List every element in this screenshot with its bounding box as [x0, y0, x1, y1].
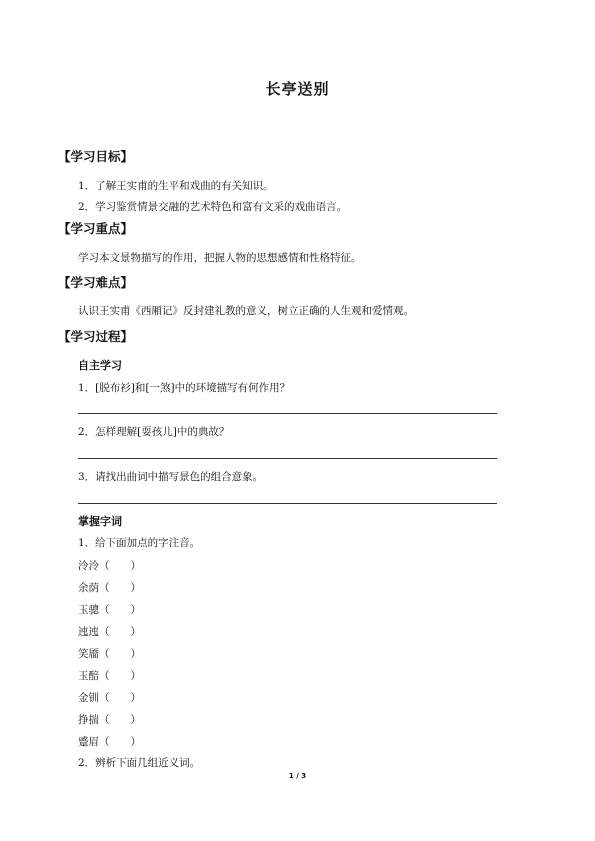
vocab-item: 蹙眉（ ）	[78, 736, 141, 748]
vocab-item: 迍迍（ ）	[78, 626, 141, 638]
section-heading-goals: 【学习目标】	[58, 149, 134, 164]
self-study-question-1: 1．[脱布衫]和[一煞]中的环境描写有何作用？	[78, 382, 291, 394]
key-point-text: 学习本文景物描写的作用，把握人物的思想感情和性格特征。	[78, 252, 362, 264]
section-heading-process: 【学习过程】	[58, 329, 134, 344]
vocab-next-instruction: 2．辨析下面几组近义词。	[78, 757, 201, 769]
vocab-item: 挣揣（ ）	[78, 714, 141, 726]
answer-line-2	[78, 458, 497, 459]
vocab-item: 金钏（ ）	[78, 692, 141, 704]
answer-line-3	[78, 503, 497, 504]
self-study-question-3: 3．请找出曲词中描写景色的组合意象。	[78, 471, 264, 483]
self-study-question-2: 2．怎样理解[耍孩儿]中的典故？	[78, 426, 230, 438]
vocab-item: 玉骢（ ）	[78, 604, 141, 616]
page-title: 长亭送别	[265, 80, 330, 98]
vocab-instruction: 1．给下面加点的字注音。	[78, 537, 201, 549]
section-heading-key: 【学习重点】	[58, 221, 134, 236]
vocab-item: 玉醅（ ）	[78, 670, 141, 682]
vocab-item: 泠泠（ ）	[78, 560, 141, 572]
subheading-vocab: 掌握字词	[78, 515, 122, 528]
difficult-point-text: 认识王实甫《西厢记》反封建礼教的意义，树立正确的人生观和爱情观。	[78, 305, 414, 317]
page-number: 1 / 3	[288, 772, 307, 780]
subheading-self-study: 自主学习	[78, 359, 122, 372]
section-heading-difficult: 【学习难点】	[58, 275, 134, 290]
vocab-item: 余荫（ ）	[78, 582, 141, 594]
answer-line-1	[78, 413, 497, 414]
goal-item-2: 2．学习鉴赏情景交融的艺术特色和富有文采的戏曲语言。	[78, 201, 348, 213]
vocab-item: 笑靥（ ）	[78, 648, 141, 660]
goal-item-1: 1．了解王实甫的生平和戏曲的有关知识。	[78, 180, 274, 192]
